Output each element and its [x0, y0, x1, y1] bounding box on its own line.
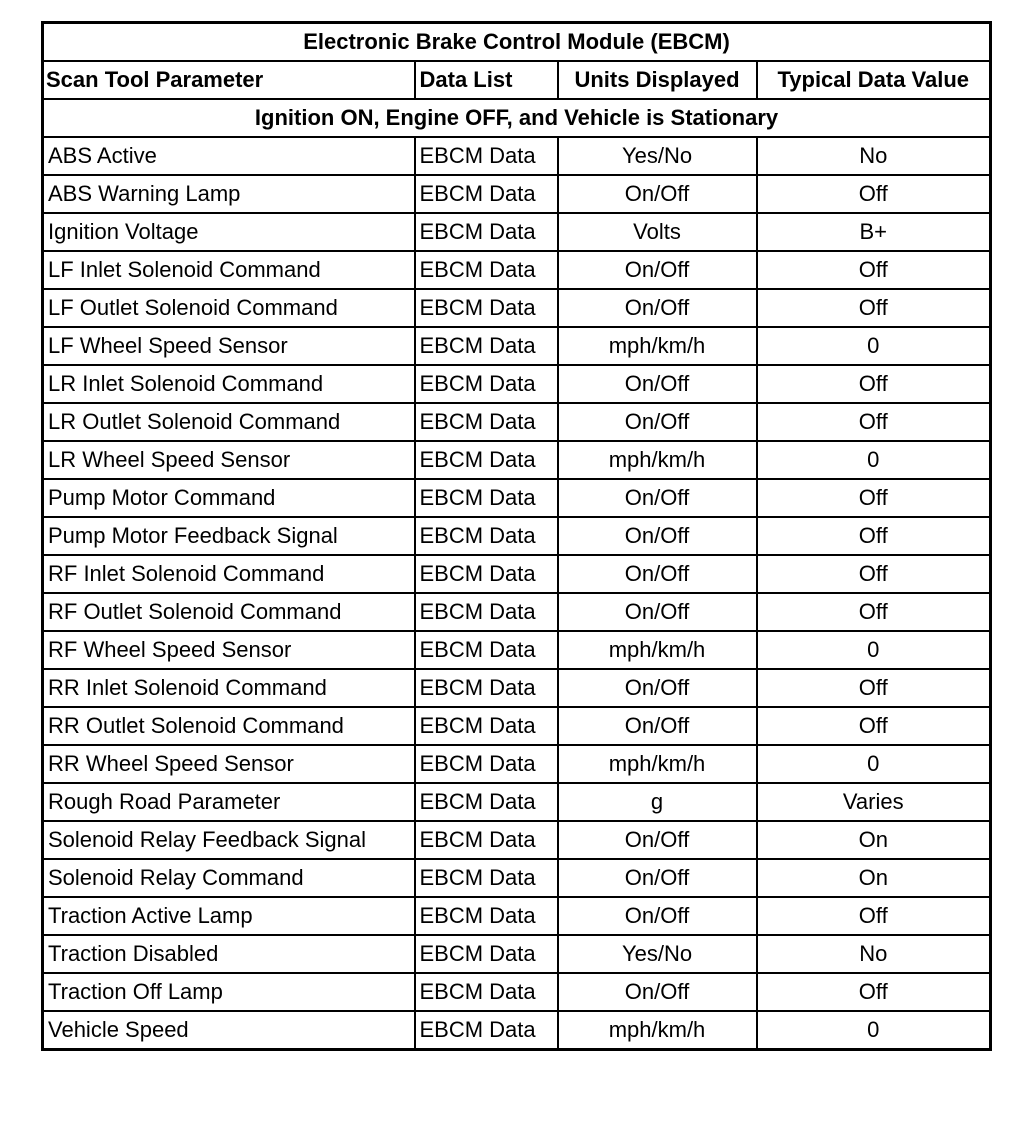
units-cell: On/Off: [558, 897, 757, 935]
parameter-cell: Ignition Voltage: [43, 213, 415, 251]
units-cell: g: [558, 783, 757, 821]
value-cell: Off: [757, 897, 991, 935]
parameter-cell: Traction Disabled: [43, 935, 415, 973]
value-cell: B+: [757, 213, 991, 251]
parameter-cell: RR Inlet Solenoid Command: [43, 669, 415, 707]
units-cell: On/Off: [558, 973, 757, 1011]
table-row: [43, 935, 991, 973]
parameter-cell: ABS Warning Lamp: [43, 175, 415, 213]
units-cell: mph/km/h: [558, 1011, 757, 1050]
units-cell: On/Off: [558, 555, 757, 593]
parameter-cell: Vehicle Speed: [43, 1011, 415, 1050]
units-cell: mph/km/h: [558, 327, 757, 365]
value-cell: On: [757, 859, 991, 897]
value-cell: Off: [757, 707, 991, 745]
parameter-cell: Rough Road Parameter: [43, 783, 415, 821]
value-cell: 0: [757, 631, 991, 669]
data-list-cell: EBCM Data: [415, 251, 558, 289]
table-row: [43, 137, 991, 175]
header-scan-tool-parameter: Scan Tool Parameter: [43, 61, 415, 99]
units-cell: On/Off: [558, 175, 757, 213]
value-cell: On: [757, 821, 991, 859]
value-cell: Off: [757, 593, 991, 631]
table-row: [43, 897, 991, 935]
parameter-cell: Solenoid Relay Command: [43, 859, 415, 897]
units-cell: On/Off: [558, 669, 757, 707]
parameter-cell: LR Wheel Speed Sensor: [43, 441, 415, 479]
data-list-cell: EBCM Data: [415, 707, 558, 745]
table-row: [43, 175, 991, 213]
data-list-cell: EBCM Data: [415, 1011, 558, 1050]
header-units-displayed: Units Displayed: [558, 61, 757, 99]
table-row: [43, 593, 991, 631]
value-cell: Off: [757, 479, 991, 517]
units-cell: On/Off: [558, 365, 757, 403]
table-row: [43, 517, 991, 555]
table-row: [43, 631, 991, 669]
units-cell: mph/km/h: [558, 631, 757, 669]
table-row: [43, 441, 991, 479]
data-list-cell: EBCM Data: [415, 403, 558, 441]
data-list-cell: EBCM Data: [415, 517, 558, 555]
table-row: [43, 365, 991, 403]
table-row: [43, 555, 991, 593]
parameter-cell: RF Outlet Solenoid Command: [43, 593, 415, 631]
parameter-cell: ABS Active: [43, 137, 415, 175]
data-list-cell: EBCM Data: [415, 175, 558, 213]
table-row: [43, 783, 991, 821]
value-cell: 0: [757, 327, 991, 365]
data-list-cell: EBCM Data: [415, 669, 558, 707]
units-cell: On/Off: [558, 289, 757, 327]
data-list-cell: EBCM Data: [415, 593, 558, 631]
value-cell: Varies: [757, 783, 991, 821]
units-cell: On/Off: [558, 707, 757, 745]
data-list-cell: EBCM Data: [415, 897, 558, 935]
value-cell: No: [757, 935, 991, 973]
data-list-cell: EBCM Data: [415, 859, 558, 897]
table-row: [43, 1011, 991, 1050]
value-cell: 0: [757, 441, 991, 479]
units-cell: mph/km/h: [558, 441, 757, 479]
units-cell: On/Off: [558, 593, 757, 631]
data-list-cell: EBCM Data: [415, 783, 558, 821]
table-row: [43, 707, 991, 745]
value-cell: 0: [757, 745, 991, 783]
table-row: [43, 479, 991, 517]
table-row: [43, 213, 991, 251]
table-row: [43, 821, 991, 859]
value-cell: 0: [757, 1011, 991, 1050]
value-cell: Off: [757, 669, 991, 707]
ebcm-data-table: [41, 21, 992, 1051]
data-list-cell: EBCM Data: [415, 365, 558, 403]
data-list-cell: EBCM Data: [415, 973, 558, 1011]
header-typical-data-value: Typical Data Value: [757, 61, 991, 99]
condition-row: [43, 99, 991, 137]
parameter-cell: LF Inlet Solenoid Command: [43, 251, 415, 289]
table-row: [43, 251, 991, 289]
data-list-cell: EBCM Data: [415, 213, 558, 251]
value-cell: Off: [757, 973, 991, 1011]
title-row: [43, 23, 991, 62]
data-list-cell: EBCM Data: [415, 289, 558, 327]
table-row: [43, 745, 991, 783]
units-cell: On/Off: [558, 859, 757, 897]
units-cell: On/Off: [558, 517, 757, 555]
data-list-cell: EBCM Data: [415, 631, 558, 669]
parameter-cell: Pump Motor Command: [43, 479, 415, 517]
value-cell: Off: [757, 251, 991, 289]
parameter-cell: Traction Off Lamp: [43, 973, 415, 1011]
units-cell: Volts: [558, 213, 757, 251]
parameter-cell: Traction Active Lamp: [43, 897, 415, 935]
units-cell: Yes/No: [558, 935, 757, 973]
data-list-cell: EBCM Data: [415, 821, 558, 859]
data-list-cell: EBCM Data: [415, 137, 558, 175]
value-cell: Off: [757, 289, 991, 327]
units-cell: On/Off: [558, 403, 757, 441]
data-list-cell: EBCM Data: [415, 555, 558, 593]
parameter-cell: RR Outlet Solenoid Command: [43, 707, 415, 745]
header-data-list: Data List: [415, 61, 558, 99]
data-list-cell: EBCM Data: [415, 745, 558, 783]
data-list-cell: EBCM Data: [415, 327, 558, 365]
data-list-cell: EBCM Data: [415, 441, 558, 479]
value-cell: No: [757, 137, 991, 175]
value-cell: Off: [757, 555, 991, 593]
parameter-cell: Pump Motor Feedback Signal: [43, 517, 415, 555]
table-row: [43, 973, 991, 1011]
units-cell: mph/km/h: [558, 745, 757, 783]
parameter-cell: RF Wheel Speed Sensor: [43, 631, 415, 669]
units-cell: On/Off: [558, 821, 757, 859]
parameter-cell: RF Inlet Solenoid Command: [43, 555, 415, 593]
table-row: [43, 403, 991, 441]
parameter-cell: LR Outlet Solenoid Command: [43, 403, 415, 441]
parameter-cell: LF Outlet Solenoid Command: [43, 289, 415, 327]
units-cell: Yes/No: [558, 137, 757, 175]
header-row: [43, 61, 991, 99]
table-row: [43, 327, 991, 365]
table-row: [43, 289, 991, 327]
parameter-cell: Solenoid Relay Feedback Signal: [43, 821, 415, 859]
condition-label: Ignition ON, Engine OFF, and Vehicle is Stationary: [43, 99, 991, 137]
parameter-cell: RR Wheel Speed Sensor: [43, 745, 415, 783]
units-cell: On/Off: [558, 251, 757, 289]
table-title: Electronic Brake Control Module (EBCM): [43, 23, 991, 62]
value-cell: Off: [757, 175, 991, 213]
data-list-cell: EBCM Data: [415, 935, 558, 973]
table-row: [43, 859, 991, 897]
table-row: [43, 669, 991, 707]
value-cell: Off: [757, 517, 991, 555]
data-list-cell: EBCM Data: [415, 479, 558, 517]
parameter-cell: LR Inlet Solenoid Command: [43, 365, 415, 403]
value-cell: Off: [757, 403, 991, 441]
value-cell: Off: [757, 365, 991, 403]
units-cell: On/Off: [558, 479, 757, 517]
parameter-cell: LF Wheel Speed Sensor: [43, 327, 415, 365]
